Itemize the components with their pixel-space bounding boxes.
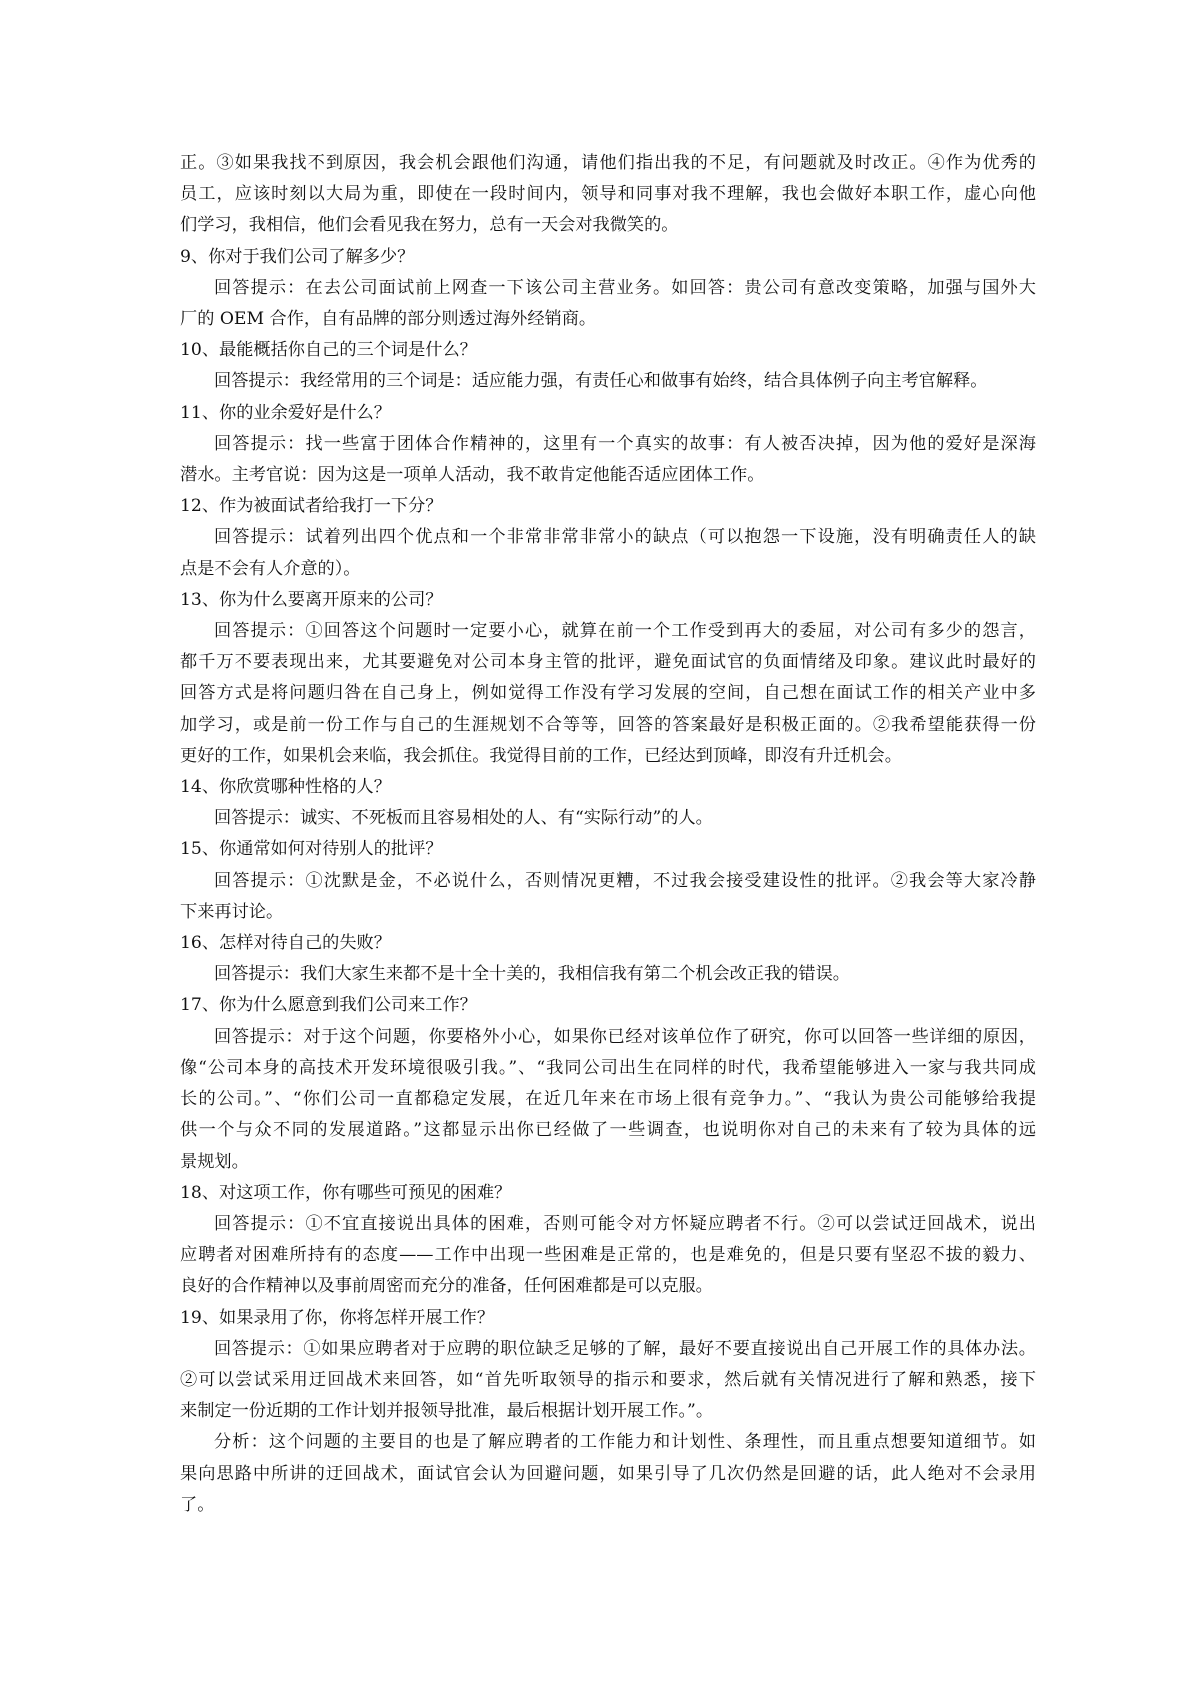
question-heading: 10、最能概括你自己的三个词是什么？ — [180, 340, 477, 361]
answer-line: 回答提示：①沈默是金，不必说什么，否则情况更糟，不过我会接受建设性的批评。②我会等大家冷静 — [214, 870, 1036, 891]
question-heading: 15、你通常如何对待别人的批评？ — [180, 839, 443, 860]
intro-line: 正。③如果我找不到原因，我会机会跟他们沟通，请他们指出我的不足，有问题就及时改正。④作为优秀的 — [180, 153, 1036, 173]
question-heading: 19、如果录用了你，你将怎样开展工作？ — [180, 1307, 495, 1328]
question-heading: 13、你为什么要离开原来的公司？ — [180, 589, 443, 610]
answer-line: 应聘者对困难所持有的态度——工作中出现一些困难是正常的，也是难免的，但是只要有坚忍不拔的毅力、 — [180, 1245, 1036, 1266]
answer-line: 回答提示：诚实、不死板而且容易相处的人、有“实际行动”的人。 — [214, 808, 713, 829]
question-heading: 12、作为被面试者给我打一下分？ — [180, 496, 443, 517]
question-heading: 14、你欣赏哪种性格的人？ — [180, 777, 391, 798]
analysis-line: 分析：这个问题的主要目的也是了解应聘者的工作能力和计划性、条理性，而且重点想要知道细节。如 — [214, 1432, 1036, 1453]
answer-line: 厂的 OEM 合作，自有品牌的部分则透过海外经销商。 — [180, 309, 597, 330]
qa-item-10 — [180, 335, 1036, 397]
qa-item-9 — [180, 242, 1036, 336]
answer-line: 更好的工作，如果机会来临，我会抓住。我觉得目前的工作，已经达到顶峰，即沒有升迁机会。 — [180, 745, 902, 766]
answer-line: 回答提示：找一些富于团体合作精神的，这里有一个真实的故事：有人被否决掉，因为他的爱好是深海 — [214, 433, 1036, 454]
qa-item-17 — [180, 990, 1036, 1177]
answer-line: 长的公司。”、“你们公司一直都稳定发展，在近几年来在市场上很有竞争力。”、“我认为贵公司能够给我提 — [180, 1089, 1036, 1110]
answer-line: 回答提示：我们大家生来都不是十全十美的，我相信我有第二个机会改正我的错误。 — [214, 964, 850, 985]
question-heading: 18、对这项工作，你有哪些可预见的困难？ — [180, 1182, 512, 1203]
qa-item-11 — [180, 398, 1036, 492]
answer-line: 回答提示：①如果应聘者对于应聘的职位缺乏足够的了解，最好不要直接说出自己开展工作的具体办法。 — [214, 1338, 1036, 1359]
qa-item-12 — [180, 491, 1036, 585]
answer-line: 回答提示：①不宜直接说出具体的困难，否则可能令对方怀疑应聘者不行。②可以尝试迂回战术，说出 — [214, 1213, 1036, 1234]
qa-item-15 — [180, 834, 1036, 928]
intro-paragraph — [180, 148, 1036, 242]
answer-line: 回答提示：对于这个问题，你要格外小心，如果你已经对该单位作了研究，你可以回答一些详细的原因， — [214, 1026, 1036, 1047]
answer-line: 潜水。主考官说：因为这是一项单人活动，我不敢肯定他能否适应团体工作。 — [180, 465, 765, 486]
analysis-line: 果向思路中所讲的迂回战术，面试官会认为回避问题，如果引导了几次仍然是回避的话，此人绝对不会录用 — [180, 1463, 1036, 1484]
answer-line: 回答提示：①回答这个问题时一定要小心，就算在前一个工作受到再大的委屈，对公司有多少的怨言， — [214, 621, 1036, 642]
analysis-line: 了。 — [180, 1494, 215, 1515]
qa-item-13 — [180, 585, 1036, 772]
qa-item-16 — [180, 928, 1036, 990]
answer-line: 良好的合作精神以及事前周密而充分的准备，任何困难都是可以克服。 — [180, 1276, 713, 1297]
answer-line: 景规划。 — [180, 1151, 249, 1172]
answer-line: 都千万不要表现出来，尤其要避免对公司本身主管的批评，避免面试官的负面情绪及印象。建议此时最好的 — [180, 652, 1036, 673]
qa-item-18 — [180, 1178, 1036, 1303]
answer-line: 回答方式是将问题归咎在自己身上，例如觉得工作没有学习发展的空间，自己想在面试工作的相关产业中多 — [180, 683, 1036, 704]
question-heading: 17、你为什么愿意到我们公司来工作？ — [180, 995, 477, 1016]
qa-item-19 — [180, 1303, 1036, 1521]
answer-line: 回答提示：试着列出四个优点和一个非常非常非常小的缺点（可以抱怨一下设施，没有明确责任人的缺 — [214, 527, 1036, 548]
document-page — [180, 148, 1036, 1521]
qa-item-14 — [180, 772, 1036, 834]
intro-line: 员工，应该时刻以大局为重，即使在一段时间内，领导和同事对我不理解，我也会做好本职工作，虚心向他 — [180, 184, 1036, 205]
question-heading: 11、你的业余爱好是什么？ — [180, 402, 391, 423]
answer-line: 回答提示：在去公司面试前上网查一下该公司主营业务。如回答：贵公司有意改变策略，加强与国外大 — [214, 277, 1036, 298]
answer-line: 供一个与众不同的发展道路。”这都显示出你已经做了一些调查，也说明你对自己的未来有了较为具体的远 — [180, 1120, 1036, 1141]
intro-line: 们学习，我相信，他们会看见我在努力，总有一天会对我微笑的。 — [180, 215, 679, 236]
answer-line: 回答提示：我经常用的三个词是：适应能力强，有责任心和做事有始终，结合具体例子向主考官解释。 — [214, 371, 988, 392]
question-heading: 16、怎样对待自己的失败？ — [180, 933, 391, 954]
answer-line: ②可以尝试采用迂回战术来回答，如“首先听取领导的指示和要求，然后就有关情况进行了解和熟悉，接下 — [180, 1369, 1036, 1390]
answer-line: 加学习，或是前一份工作与自己的生涯规划不合等等，回答的答案最好是积极正面的。②我希望能获得一份 — [180, 714, 1036, 735]
answer-line: 点是不会有人介意的）。 — [180, 558, 361, 579]
question-heading: 9、你对于我们公司了解多少？ — [180, 246, 415, 267]
answer-line: 下来再讨论。 — [180, 901, 284, 922]
answer-line: 像“公司本身的高技术开发环境很吸引我。”、“我同公司出生在同样的时代，我希望能够进入一家与我共同成 — [180, 1057, 1036, 1078]
answer-line: 来制定一份近期的工作计划并报领导批准，最后根据计划开展工作。”。 — [180, 1401, 714, 1422]
